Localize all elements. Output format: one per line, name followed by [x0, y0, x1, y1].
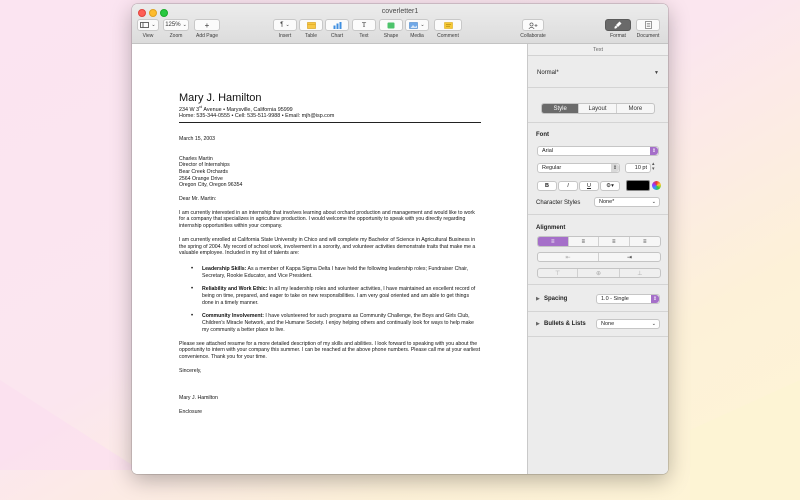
- format-tool[interactable]: [605, 19, 631, 39]
- bullet-title: Reliability and Work Ethic:: [202, 286, 268, 293]
- font-weight-popup[interactable]: [537, 163, 620, 173]
- letter-contact[interactable]: Home: 535-344-0555 • Cell: 535-511-9988 • Email: mjh@isp.com: [179, 113, 335, 120]
- letter-address[interactable]: [179, 104, 481, 113]
- signature-name[interactable]: Mary J. Hamilton: [179, 395, 218, 402]
- document-button[interactable]: [636, 19, 660, 31]
- address-city: Avenue • Marysville, California 95999: [202, 106, 293, 113]
- insert-button[interactable]: [273, 19, 297, 31]
- divider: [528, 87, 668, 88]
- divider: [528, 284, 668, 285]
- enclosure[interactable]: Enclosure: [179, 409, 203, 416]
- address-street: 234 W 3: [179, 106, 200, 113]
- character-styles-label: Character Styles: [536, 200, 581, 206]
- spacing-label[interactable]: Spacing: [544, 296, 568, 302]
- underline-button[interactable]: U: [579, 181, 599, 191]
- view-button[interactable]: [137, 19, 159, 31]
- bullet-item[interactable]: [179, 266, 481, 279]
- text-label: Text: [359, 33, 369, 39]
- zoom-popup[interactable]: [163, 19, 189, 31]
- text-options-button[interactable]: [600, 181, 620, 191]
- address-ordinal: rd: [199, 105, 203, 109]
- font-weight-value: Regular: [542, 165, 562, 171]
- recipient-block[interactable]: [179, 156, 481, 190]
- chart-tool[interactable]: [325, 19, 349, 39]
- indent-buttons[interactable]: [537, 252, 661, 262]
- divider: [528, 214, 668, 215]
- font-size-field[interactable]: 10 pt: [625, 163, 651, 173]
- text-box-button[interactable]: [352, 19, 376, 31]
- chevron-down-icon: ⌄: [651, 321, 656, 327]
- align-bottom-icon[interactable]: ⊥: [637, 271, 643, 277]
- comment-tool[interactable]: [434, 19, 462, 39]
- disclosure-triangle-icon: ▼: [654, 70, 659, 76]
- disclosure-triangle-icon[interactable]: ▶: [536, 296, 540, 302]
- updown-icon: ⇕: [612, 165, 618, 171]
- letter-page[interactable]: [179, 92, 481, 416]
- paragraph-style-popup[interactable]: [537, 70, 661, 76]
- bullet-title: Leadership Skills:: [202, 265, 247, 272]
- italic-button[interactable]: I: [558, 181, 578, 191]
- sidebar-view-icon: [140, 22, 149, 28]
- paragraph-2[interactable]: I am currently enrolled at California State University in Chico and will complete my Bachelor of Science in Agricultural Business in the spring of 2004. My record of school work, involvement in a sorority, and volunteer activities demonstrate traits that make me a valuable employee. Included in my list of talents are:: [179, 236, 476, 257]
- paragraph-icon: ¶: [280, 22, 284, 28]
- justify-icon[interactable]: ≡: [642, 239, 647, 245]
- collaborate-label: Collaborate: [520, 33, 546, 39]
- pages-window: [132, 4, 668, 474]
- collaborate-button[interactable]: [522, 19, 544, 31]
- media-button[interactable]: [405, 19, 429, 31]
- add-page-label: Add Page: [196, 33, 218, 39]
- insert-tool[interactable]: [273, 19, 297, 39]
- align-center-icon[interactable]: ≡: [569, 237, 600, 246]
- bullet-text: In all my leadership roles and volunteer activities, I have maintained an excellent record of being on time, prepared, and eager to take on new responsibilities. I am very goal oriented and am able to get things done in a timely manner.: [202, 286, 476, 306]
- bullet-item[interactable]: [179, 286, 481, 306]
- table-icon: [307, 22, 316, 29]
- paragraph-3[interactable]: Please see attached resume for a more detailed description of my skills and abilities. I look forward to speaking with you about the opportunity to intern with your company this summer. I can be reached at the above phone numbers. Please call me at your earliest convenience. Thank you for your time.: [179, 340, 481, 360]
- format-button[interactable]: [605, 19, 631, 31]
- text-color-well[interactable]: [626, 180, 650, 191]
- color-wheel-icon[interactable]: [652, 181, 661, 190]
- document-tool[interactable]: [633, 19, 663, 39]
- bold-button[interactable]: B: [537, 181, 557, 191]
- paintbrush-icon: [614, 21, 622, 29]
- format-label: Format: [610, 33, 626, 39]
- recipient-line: 2564 Orange Drive: [179, 175, 223, 182]
- decrease-indent-icon[interactable]: ⇤: [538, 253, 599, 261]
- table-label: Table: [305, 33, 317, 39]
- letter-name[interactable]: Mary J. Hamilton: [179, 92, 262, 104]
- font-family-popup[interactable]: [537, 146, 659, 156]
- table-button[interactable]: [299, 19, 323, 31]
- bullet-item[interactable]: [179, 313, 481, 333]
- bullets-lists-label[interactable]: Bullets & Lists: [544, 321, 586, 327]
- format-inspector: [527, 44, 668, 474]
- zoom-value: 125%: [165, 22, 181, 28]
- text-icon: T: [361, 21, 367, 29]
- font-family-value: Arial: [542, 148, 554, 154]
- document-canvas[interactable]: [132, 44, 527, 474]
- bullets-popup[interactable]: [596, 319, 660, 329]
- inspector-header: Text: [528, 44, 668, 56]
- view-label: View: [142, 33, 154, 39]
- comment-label: Comment: [437, 33, 459, 39]
- gear-icon: ⚙▾: [606, 183, 614, 189]
- document-icon: [645, 21, 652, 29]
- letter-date[interactable]: March 15, 2003: [179, 135, 216, 142]
- toolbar: [132, 4, 668, 44]
- spacing-popup[interactable]: [596, 294, 660, 304]
- recipient-line: Bear Creek Orchards: [179, 168, 229, 175]
- alignment-buttons[interactable]: [537, 236, 661, 247]
- chevron-down-icon: ⌄: [651, 199, 656, 205]
- disclosure-triangle-icon[interactable]: ▶: [536, 321, 540, 327]
- shape-tool[interactable]: [379, 19, 403, 39]
- vertical-alignment-buttons[interactable]: [537, 268, 661, 278]
- bullet-text: I have volunteered for such programs as Community Challenge, the Boys and Girls Club, Children's Miracle Network, and the Humane Society. I enjoy helping others and continually look for ways to help make my community a better place to live.: [202, 313, 474, 333]
- text-tool[interactable]: [352, 19, 376, 39]
- shape-button[interactable]: [379, 19, 403, 31]
- plus-icon: +: [204, 20, 210, 30]
- bullet-title: Community Involvement:: [202, 313, 264, 320]
- divider: [528, 336, 668, 337]
- window-title: coverletter1: [381, 8, 419, 15]
- insert-label: Insert: [278, 33, 292, 39]
- shape-label: Shape: [383, 33, 399, 39]
- alignment-section-label: Alignment: [536, 225, 566, 231]
- header-rule: [179, 122, 481, 123]
- align-right-icon[interactable]: ≡: [599, 237, 630, 246]
- tab-style[interactable]: Style: [542, 104, 579, 113]
- salutation[interactable]: Dear Mr. Martin:: [179, 196, 217, 203]
- chevron-down-icon: ⌄: [151, 22, 156, 28]
- updown-icon: ⇕: [652, 296, 658, 302]
- collaborate-tool[interactable]: [516, 19, 550, 39]
- media-tool[interactable]: [405, 19, 429, 39]
- media-icon: [409, 22, 418, 29]
- divider: [528, 122, 668, 123]
- spacing-value: 1.0 - Single: [601, 296, 629, 302]
- divider: [528, 311, 668, 312]
- align-middle-icon[interactable]: ⊕: [578, 269, 619, 277]
- increase-indent-icon[interactable]: ⇥: [626, 255, 633, 261]
- font-section-label: Font: [536, 132, 549, 138]
- bullets-value: None: [601, 321, 615, 327]
- tab-layout[interactable]: Layout: [579, 104, 616, 113]
- paragraph-style-value: Normal*: [537, 70, 559, 76]
- zoom-label: Zoom: [169, 33, 183, 39]
- table-tool[interactable]: [299, 19, 323, 39]
- shape-icon: [387, 22, 395, 29]
- add-page-tool[interactable]: [194, 19, 220, 39]
- chart-button[interactable]: [325, 19, 349, 31]
- character-styles-value: None*: [599, 199, 615, 205]
- chevron-down-icon: ⌄: [285, 22, 290, 28]
- inspector-tabs[interactable]: [541, 103, 655, 114]
- bullet-text: As a member of Kappa Sigma Delta I have held the following leadership roles; Fundraiser Chair, Secretary, Rookie Educator, and Vice President.: [202, 265, 469, 279]
- paragraph-1[interactable]: I am currently interested in an internship that involves learning about orchard production and management and would like to work for a company that specializes in agriculture production. I would welcome the opportunity to speak with you directly regarding internship opportunities within your company.: [179, 209, 475, 230]
- media-label: Media: [410, 33, 424, 39]
- comment-icon: [444, 22, 453, 29]
- document-label: Document: [636, 33, 660, 39]
- chart-label: Chart: [330, 33, 344, 39]
- closing[interactable]: Sincerely,: [179, 367, 202, 374]
- character-styles-popup[interactable]: [594, 197, 660, 207]
- view-tool[interactable]: [137, 19, 159, 39]
- comment-button[interactable]: [434, 19, 462, 31]
- updown-icon: ⇕: [651, 148, 657, 154]
- recipient-line: Oregon City, Oregon 96354: [179, 182, 243, 189]
- chevron-down-icon: ⌄: [420, 22, 425, 28]
- align-left-icon[interactable]: ≡: [538, 237, 569, 246]
- collaborate-icon: [528, 22, 538, 29]
- chevron-down-icon: ⌄: [182, 22, 187, 28]
- add-page-button[interactable]: [194, 19, 220, 31]
- chart-icon: [333, 22, 342, 29]
- zoom-tool[interactable]: [163, 19, 189, 39]
- recipient-line: Charles Martin: [179, 155, 213, 162]
- recipient-line: Director of Internships: [179, 162, 230, 169]
- align-top-icon[interactable]: ⊤: [538, 269, 578, 277]
- tab-more[interactable]: More: [628, 106, 643, 112]
- font-size-stepper[interactable]: ▴ ▾: [652, 161, 655, 172]
